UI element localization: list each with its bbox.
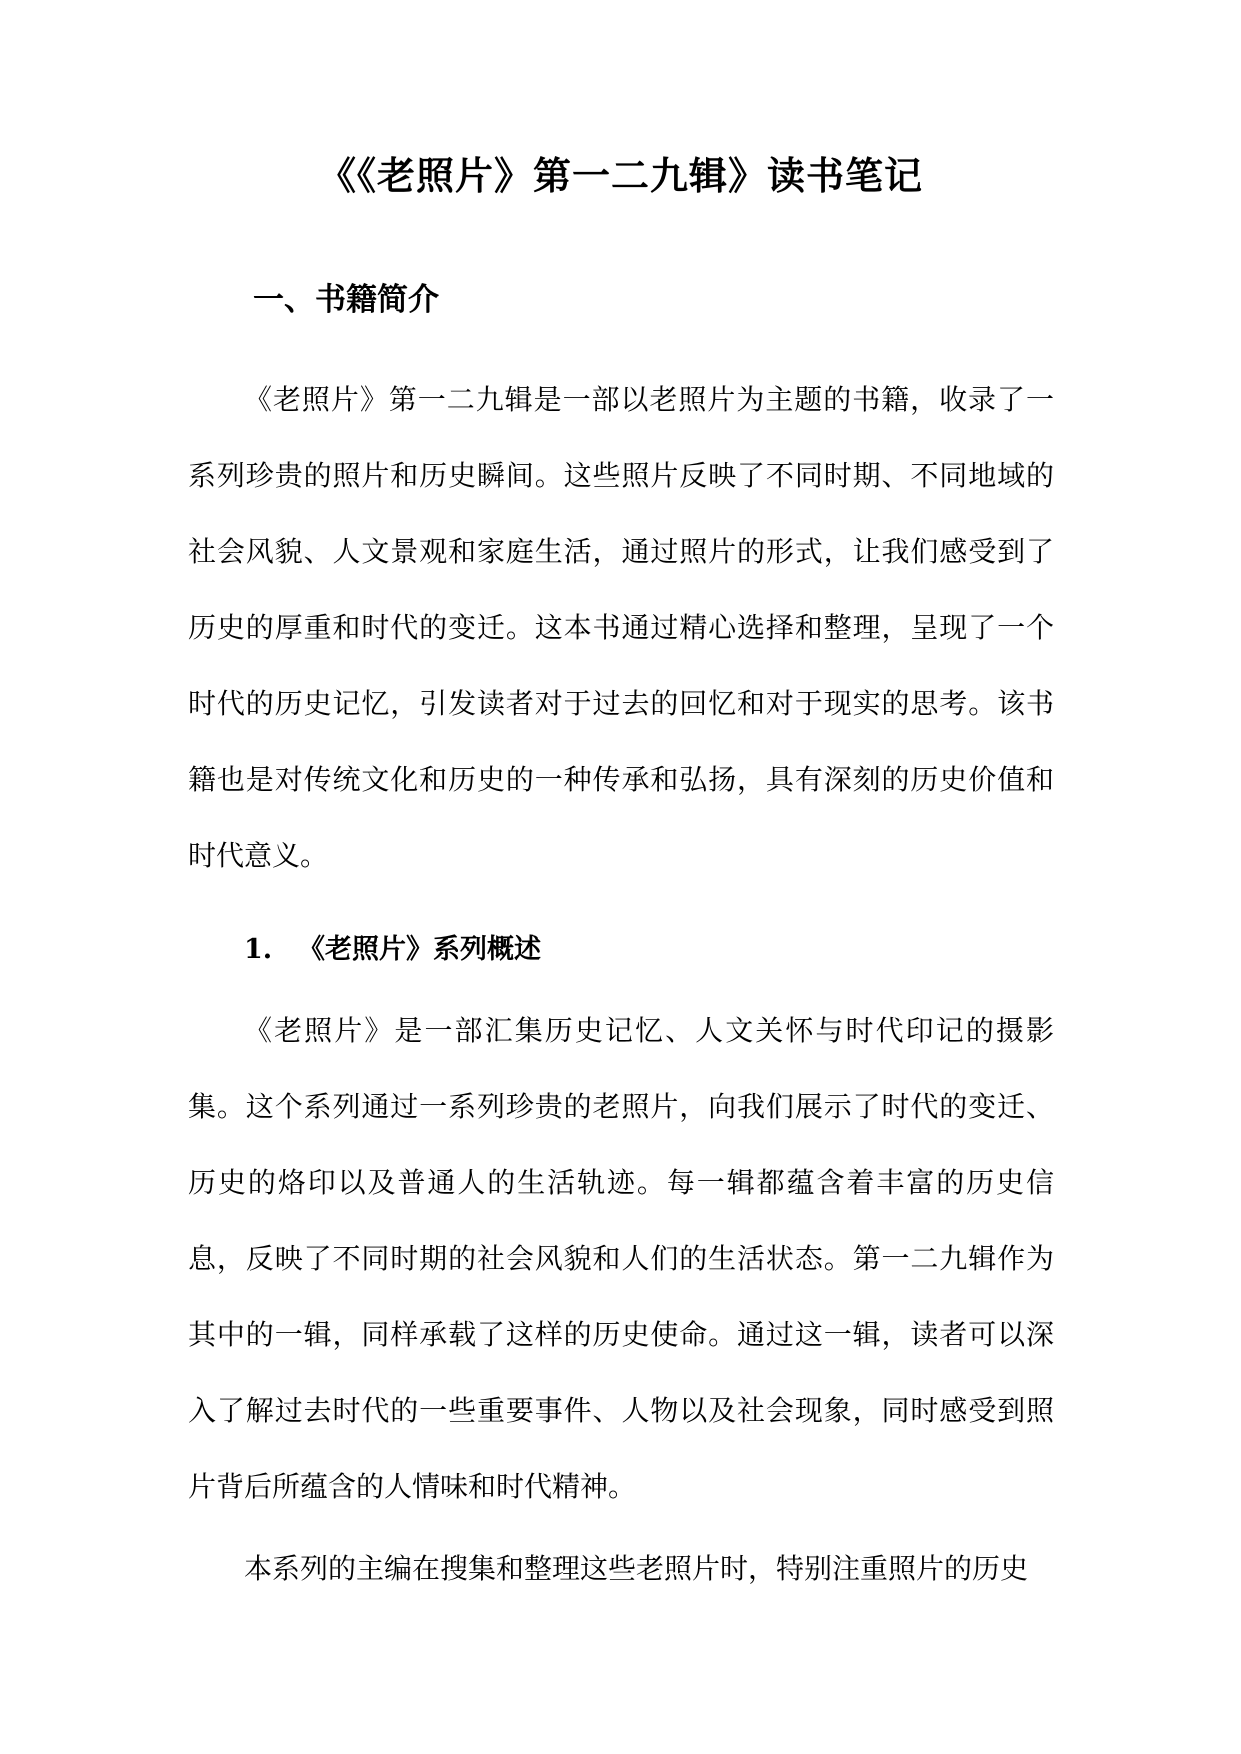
series-overview-paragraph: 《老照片》是一部汇集历史记忆、人文关怀与时代印记的摄影集。这个系列通过一系列珍贵的老照片，向我们展示了时代的变迁、历史的烙印以及普通人的生活轨迹。每一辑都蕴含着丰富的历史信息，反映了不同时期的社会风貌和人们的生活状态。第一二九辑作为其中的一辑，同样承载了这样的历史使命。通过这一辑，读者可以深入了解过去时代的一些重要事件、人物以及社会现象，同时感受到照片背后所蕴含的人情味和时代精神。: [188, 1014, 1054, 1503]
editor-paragraph: 本系列的主编在搜集和整理这些老照片时，特别注重照片的历史: [244, 1552, 1029, 1585]
section-heading-book-intro: 一、书籍简介: [253, 282, 439, 318]
book-intro-paragraph: 《老照片》第一二九辑是一部以老照片为主题的书籍，收录了一系列珍贵的照片和历史瞬间。这些照片反映了不同时期、不同地域的社会风貌、人文景观和家庭生活，通过照片的形式，让我们感受到了历史的厚重和时代的变迁。这本书通过精心选择和整理，呈现了一个时代的历史记忆，引发读者对于过去的回忆和对于现实的思考。该书籍也是对传统文化和历史的一种传承和弘扬，具有深刻的历史价值和时代意义。: [188, 383, 1054, 872]
subsection-heading-series-overview: [244, 930, 541, 970]
subsection-number: 1.: [244, 934, 273, 965]
document-title: 《《老照片》第一二九辑》读书笔记: [317, 153, 923, 198]
subsection-title: 《老照片》系列概述: [298, 934, 541, 965]
